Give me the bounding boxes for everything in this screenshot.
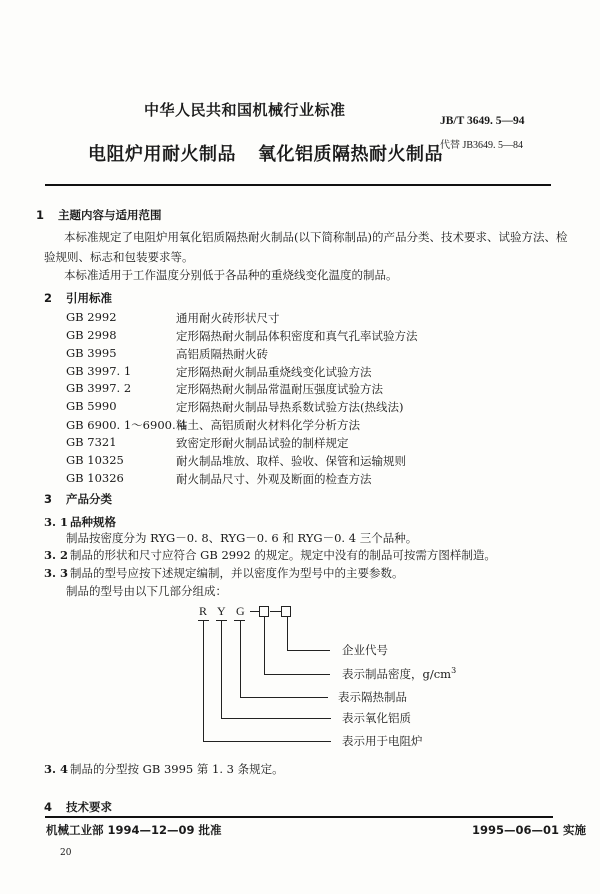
reference-code: GB 7321 xyxy=(66,435,117,449)
subsection-title: 品种规格 xyxy=(70,515,116,529)
reference-title: 定形隔热耐火制品体积密度和真气孔率试验方法 xyxy=(176,329,418,343)
reference-title: 致密定形耐火制品试验的制样规定 xyxy=(176,436,349,450)
approval-date: 机械工业部 1994—12—09 批准 xyxy=(46,823,222,837)
reference-code: GB 3995 xyxy=(66,346,117,360)
superscript: 3 xyxy=(451,666,457,676)
subsection-3-1-text: 制品按密度分为 RYG－0. 8、RYG－0. 6 和 RYG－0. 4 三个品种。 xyxy=(66,531,418,545)
reference-title: 定形隔热耐火制品导热系数试验方法(热线法) xyxy=(176,400,404,414)
placeholder-box-density xyxy=(259,606,269,617)
effective-date: 1995—06—01 实施 xyxy=(472,823,587,837)
title-part-1: 电阻炉用耐火制品 xyxy=(88,144,236,165)
reference-title: 通用耐火砖形状尺寸 xyxy=(176,311,280,325)
subsection-number: 3. 4 xyxy=(44,762,69,776)
section-1-heading xyxy=(36,207,162,223)
issuing-organization: 中华人民共和国机械行业标准 xyxy=(144,101,346,119)
reference-title: 高铝质隔热耐火砖 xyxy=(176,347,268,361)
reference-title: 定形隔热耐火制品重烧线变化试验方法 xyxy=(176,365,372,379)
leader-y xyxy=(221,621,222,718)
document-title xyxy=(88,140,443,166)
section-title: 技术要求 xyxy=(66,800,112,814)
reference-code: GB 2992 xyxy=(66,310,117,324)
footer-divider xyxy=(45,816,553,818)
section-2-heading xyxy=(44,290,112,306)
reference-code: GB 2998 xyxy=(66,328,117,342)
subsection-3-4 xyxy=(44,761,284,777)
reference-title: 耐火制品堆放、取样、验收、保管和运输规则 xyxy=(176,454,406,468)
subsection-3-1-heading xyxy=(44,514,116,530)
label-resistance-furnace: 表示用于电阻炉 xyxy=(342,734,423,748)
subsection-3-3-text-2: 制品的型号由以下几部分组成： xyxy=(66,584,227,598)
letter-g: G xyxy=(236,604,245,618)
reference-code: GB 10325 xyxy=(66,453,124,467)
placeholder-box-enterprise xyxy=(281,606,291,617)
label-alumina: 表示氧化铝质 xyxy=(342,711,411,725)
subsection-text: 制品的形状和尺寸应符合 GB 2992 的规定。规定中没有的制品可按需方图样制造。 xyxy=(70,548,496,562)
leader-line xyxy=(264,674,330,675)
leader-enterprise xyxy=(287,617,288,650)
subsection-number: 3. 1 xyxy=(44,515,69,529)
subsection-number: 3. 2 xyxy=(44,548,69,562)
replaces-standard: 代替 JB3649. 5—84 xyxy=(440,140,524,151)
letter-y: Y xyxy=(217,604,226,618)
page-number: 20 xyxy=(60,848,72,858)
leader-line xyxy=(203,741,331,742)
section-1-para-1-line-2: 验规则、标志和包装要求等。 xyxy=(44,250,194,264)
section-number: 2 xyxy=(44,291,53,305)
label-enterprise-code: 企业代号 xyxy=(342,643,388,657)
leader-density xyxy=(264,617,265,674)
subsection-3-2 xyxy=(44,547,496,563)
subsection-3-3 xyxy=(44,565,404,581)
reference-code: GB 3997. 2 xyxy=(66,381,132,395)
section-3-heading xyxy=(44,491,112,507)
leader-r xyxy=(203,621,204,741)
section-number: 4 xyxy=(44,800,53,814)
reference-code: GB 10326 xyxy=(66,471,124,485)
title-part-2: 氧化铝质隔热耐火制品 xyxy=(258,144,443,165)
section-1-para-2: 本标准适用于工作温度分别低于各品种的重烧线变化温度的制品。 xyxy=(64,268,398,282)
dash xyxy=(250,611,259,612)
subsection-text: 制品的分型按 GB 3995 第 1. 3 条规定。 xyxy=(70,762,284,776)
reference-code: GB 6900. 1～6900. 4 xyxy=(66,418,187,432)
leader-line xyxy=(240,697,328,698)
section-4-heading xyxy=(44,799,112,815)
label-density xyxy=(342,666,456,682)
reference-title: 耐火制品尺寸、外观及断面的检查方法 xyxy=(176,472,372,486)
section-1-para-1-line-1: 本标准规定了电阻炉用氧化铝质隔热耐火制品(以下简称制品)的产品分类、技术要求、试验方法、检 xyxy=(64,230,568,244)
section-number: 1 xyxy=(36,208,45,222)
section-title: 主题内容与适用范围 xyxy=(58,208,162,222)
leader-line xyxy=(287,650,330,651)
letter-r: R xyxy=(199,604,208,618)
section-title: 引用标准 xyxy=(66,291,112,305)
dash xyxy=(270,611,281,612)
reference-code: GB 5990 xyxy=(66,399,117,413)
leader-g xyxy=(240,621,241,697)
label-density-text: 表示制品密度，g/cm xyxy=(342,667,452,681)
section-number: 3 xyxy=(44,492,53,506)
subsection-number: 3. 3 xyxy=(44,566,69,580)
label-insulating: 表示隔热制品 xyxy=(338,690,407,704)
reference-title: 粘土、高铝质耐火材料化学分析方法 xyxy=(176,418,360,432)
subsection-text: 制品的型号应按下述规定编制，并以密度作为型号中的主要参数。 xyxy=(70,566,404,580)
header-divider xyxy=(45,184,551,186)
reference-code: GB 3997. 1 xyxy=(66,364,132,378)
leader-line xyxy=(221,718,331,719)
section-title: 产品分类 xyxy=(66,492,112,506)
standard-code: JB/T 3649. 5—94 xyxy=(440,115,525,127)
reference-title: 定形隔热耐火制品常温耐压强度试验方法 xyxy=(176,382,383,396)
